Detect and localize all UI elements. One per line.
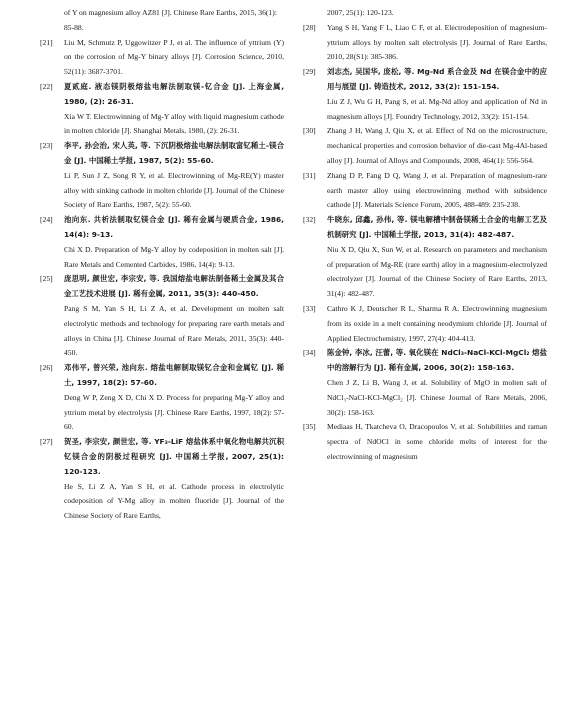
reference-item [40,272,284,361]
reference-text-english: Yang S H, Yang F L, Liao C F, et al. Electrodeposition of magnesium-yttrium alloys by molten salt electrolysis [J]. Journal of Rare Earths, 2010, 28(S1): 385-386. [327,22,547,62]
reference-text-english: Niu X D, Qiu X, Sun W, et al. Research on parameters and mechanism of preparation of Mg-RE (rare earth) alloy in a magnesium-electrolyzed electrolyzer [J]. Journal of the Chinese Society of Rare Earths, 2013, 31(4): 482-487. [327,244,547,299]
reference-item [303,21,547,65]
reference-text-chinese: 牛晓东, 邱鑫, 孙伟, 等. 镁电解槽中制备镁稀土合金的电解工艺及机制研究 [J]. 中国稀土学报, 2013, 31(4): 482-487. [327,215,547,239]
reference-item [303,124,547,168]
reference-text-chinese: 刘志杰, 吴国华, 庞松, 等. Mg-Nd 系合金及 Nd 在镁合金中的应用与展望 [J]. 铸造技术, 2012, 33(2): 151-154. [327,67,547,91]
reference-number: [23] [40,141,53,151]
reference-text-english: Zhang J H, Wang J, Qiu X, et al. Effect of Nd on the microstructure, mechanical properties and corrosion behavior of die-cast Mg-4Al-based alloy [J]. Journal of Alloys and Compounds, 2008, 464(1): 556-564. [327,126,547,165]
reference-text-english: Mediaas H, Tkatcheva O, Dracopoulos V, et al. Solubilities and raman spectra of NdOCl in some chloride melts of interest for the electrowinning of magnesium [327,422,547,461]
reference-number: [26] [40,363,53,373]
reference-item [40,36,284,80]
reference-number: [25] [40,274,53,284]
reference-number: [32] [303,215,316,225]
reference-number: [22] [40,81,53,91]
reference-item [40,361,284,435]
reference-text-chinese: 李平, 孙会治, 宋人英, 等. 下沉阴极熔盐电解法制取富钇稀土-镁合金 [J]. 中国稀土学报, 1987, 5(2): 55-60. [64,141,284,165]
reference-number: [29] [303,67,316,77]
reference-text-english: Deng W P, Zeng X D, Chi X D. Process for preparing Mg-Y alloy and yttrium metal by electrolysis [J]. Chinese Rare Earths, 1997, 18(2): 57-60. [64,392,284,432]
reference-text-chinese: 陈金钟, 李冰, 汪蕾, 等. 氧化镁在 NdCl₃-NaCl-KCl-MgCl₂ 熔盐中的溶解行为 [J]. 稀有金属, 2006, 30(2): 158-163. [327,348,547,373]
reference-list-right [303,21,547,465]
reference-item [303,302,547,346]
reference-text-chinese: 庞思明, 颜世宏, 李宗安, 等. 我国熔盐电解法制备稀土金属及其合金工艺技术进展 [J]. 稀有金属, 2011, 35(3): 440-450. [64,274,284,299]
reference-item [303,213,547,302]
reference-text-english: Chi X D. Preparation of Mg-Y alloy by codeposition in molten salt [J]. Rare Metals and Cemented Carbides, 1986, 14(4): 9-13. [64,244,284,269]
reference-item [40,139,284,213]
reference-text-english: Chen J Z, Li B, Wang J, et al. Solubility of MgO in molten salt of NdCl₃-NaCl-KCl-MgCl₂ [J]. Chinese Journal of Rare Metals, 2006, 30(2): 158-163. [327,377,547,417]
reference-item [303,169,547,213]
reference-number: [30] [303,126,316,136]
reference-number: [35] [303,422,316,432]
reference-item [303,65,547,124]
reference-item [303,420,547,464]
reference-number: [21] [40,37,53,47]
reference-continuation: 2007, 25(1): 120-123. [327,8,394,17]
reference-text-english: Zhang D P, Fang D Q, Wang J, et al. Preparation of magnesium-rare earth master alloy using electrowinning method with subsidence cathode [J]. Materials Science Forum, 2005, 488-489: 235-238. [327,170,547,210]
reference-text-english: Pang S M, Yan S H, Li Z A, et al. Development on molten salt electrolytic methods and technology for preparing rare earth metals and alloys in China [J]. Chinese Journal of Rare Metals, 2011, 35(3): 440-450. [64,303,284,358]
reference-list-left [40,36,284,524]
reference-number: [24] [40,215,53,225]
reference-number: [28] [303,22,316,32]
right-column [303,6,547,465]
reference-continuation: of Y on magnesium alloy AZ81 [J]. Chinese Rare Earths, 2015, 36(1): 85-88. [64,8,277,32]
reference-text-english: Liu Z J, Wu G H, Pang S, et al. Mg-Nd alloy and application of Nd in magnesium alloys [J]. Foundry Technology, 2012, 33(2): 151-154. [327,96,547,121]
reference-text-chinese: 贺圣, 李宗安, 颜世宏, 等. YF₃-LiF 熔盐体系中氧化物电解共沉积钇镁合金的阴极过程研究 [J]. 中国稀土学报, 2007, 25(1): 120-123. [64,437,284,476]
reference-number: [31] [303,170,316,180]
reference-number: [34] [303,348,316,358]
reference-number: [33] [303,303,316,313]
reference-text-english: Xia W T. Electrowinning of Mg-Y alloy with liquid magnesium cathode in molten chloride [J]. Shanghai Metals, 1980, (2): 26-31. [64,111,284,136]
reference-text-english: Liu M, Schmutz P, Uggowitzer P J, et al. The influence of yttrium (Y) on the corrosion of Mg-Y binary alloys [J]. Corrosion Science, 2010, 52(11): 3687-3701. [64,37,284,77]
reference-text-english: Li P, Sun J Z, Song R Y, et al. Electrowinning of Mg-RE(Y) master alloy with sinking cathode in molten chloride [J]. Journal of the Chinese Society of Rare Earths, 1987, 5(2): 55-60. [64,170,284,210]
reference-item [40,213,284,272]
reference-text-chinese: 邓伟平, 曾兴荣, 池向东. 熔盐电解制取镁钇合金和金属钇 [J]. 稀土, 1997, 18(2): 57-60. [64,363,284,387]
reference-text-english: Cathro K J, Deutscher R L, Sharma R A. Electrowinning magnesium from its oxide in a melt containing neodymium chloride [J]. Journal of Applied Electrochemistry, 1997, 27(4): 404-413. [327,303,547,343]
reference-item [303,346,547,420]
left-column [40,6,284,524]
reference-number: [27] [40,437,53,447]
reference-text-chinese: 池向东. 共析法制取钇镁合金 [J]. 稀有金属与硬质合金, 1986, 14(4): 9-13. [64,215,284,239]
reference-text-chinese: 夏贰庭. 液态镁阴极熔盐电解法制取镁-钇合金 [J]. 上海金属, 1980, (2): 26-31. [64,81,284,106]
reference-item [40,435,284,524]
reference-text-english: He S, Li Z A, Yan S H, et al. Cathode process in electrolytic codeposition of Y-Mg alloy in molten fluoride [J]. Journal of the Chinese Society of Rare Earths, [64,481,284,521]
reference-item [40,80,284,139]
